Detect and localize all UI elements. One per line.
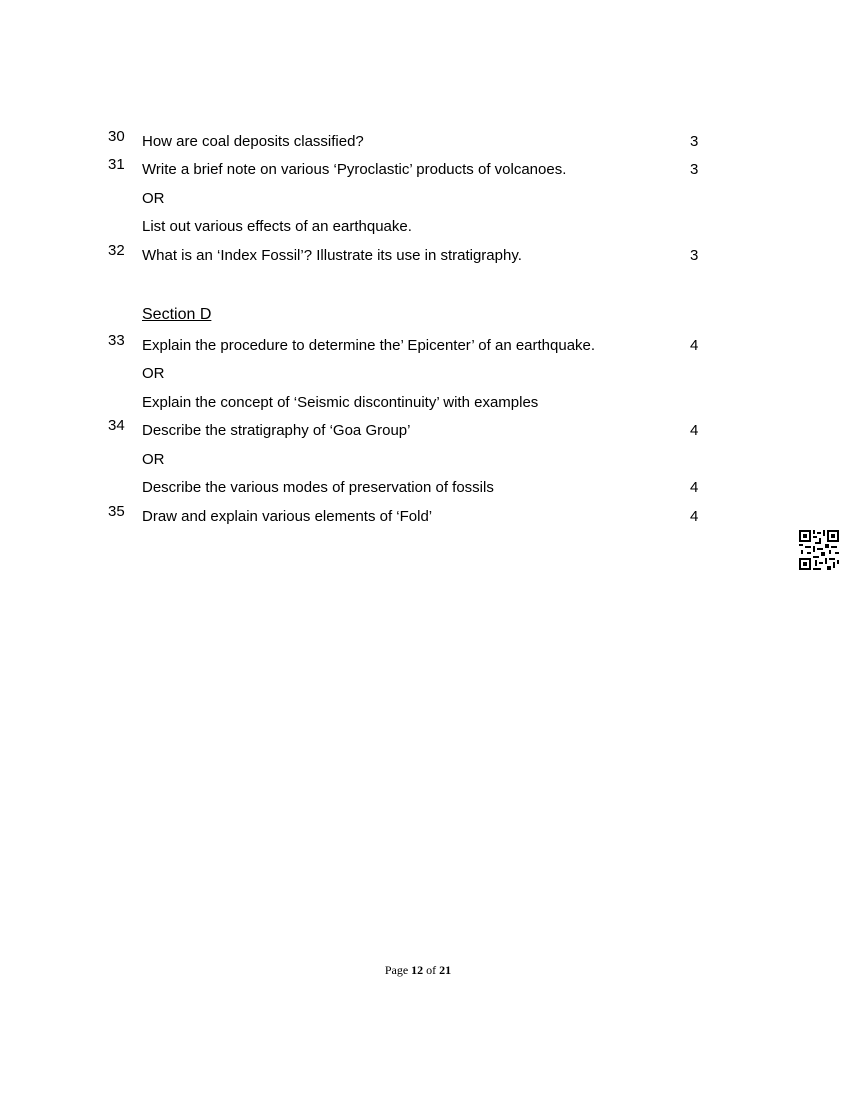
qr-code-icon bbox=[799, 530, 839, 570]
question-marks: 3 bbox=[690, 133, 699, 150]
page-footer bbox=[0, 963, 836, 978]
question-number: 31 bbox=[108, 156, 125, 173]
question-text: Draw and explain various elements of ‘Fold’ bbox=[142, 508, 433, 525]
footer-page-number: 12 bbox=[411, 963, 424, 977]
question-text: What is an ‘Index Fossil’? Illustrate its use in stratigraphy. bbox=[142, 247, 522, 264]
question-marks-alt: 4 bbox=[690, 479, 699, 496]
question-marks: 3 bbox=[690, 161, 699, 178]
question-number: 30 bbox=[108, 128, 125, 145]
question-marks: 4 bbox=[690, 508, 699, 525]
footer-page-word: Page bbox=[384, 963, 409, 977]
footer-of-word: of bbox=[426, 963, 437, 977]
question-text: Describe the stratigraphy of ‘Goa Group’ bbox=[142, 422, 411, 439]
question-text: Write a brief note on various ‘Pyroclastic’ products of volcanoes. bbox=[142, 161, 567, 178]
question-number: 35 bbox=[108, 503, 125, 520]
or-label: OR bbox=[142, 451, 165, 468]
question-number: 34 bbox=[108, 417, 125, 434]
question-number: 33 bbox=[108, 332, 125, 349]
question-text-alt: Explain the concept of ‘Seismic discontinuity’ with examples bbox=[142, 394, 539, 411]
question-text: Explain the procedure to determine the’ Epicenter’ of an earthquake. bbox=[142, 337, 596, 354]
question-number: 32 bbox=[108, 242, 125, 259]
footer-total-pages: 21 bbox=[439, 963, 452, 977]
section-heading: Section D bbox=[142, 306, 212, 323]
question-marks: 3 bbox=[690, 247, 699, 264]
question-text-alt: Describe the various modes of preservation of fossils bbox=[142, 479, 494, 496]
or-label: OR bbox=[142, 365, 165, 382]
or-label: OR bbox=[142, 190, 165, 207]
question-text: How are coal deposits classified? bbox=[142, 133, 364, 150]
question-marks: 4 bbox=[690, 337, 699, 354]
question-marks: 4 bbox=[690, 422, 699, 439]
question-text-alt: List out various effects of an earthquake. bbox=[142, 218, 412, 235]
